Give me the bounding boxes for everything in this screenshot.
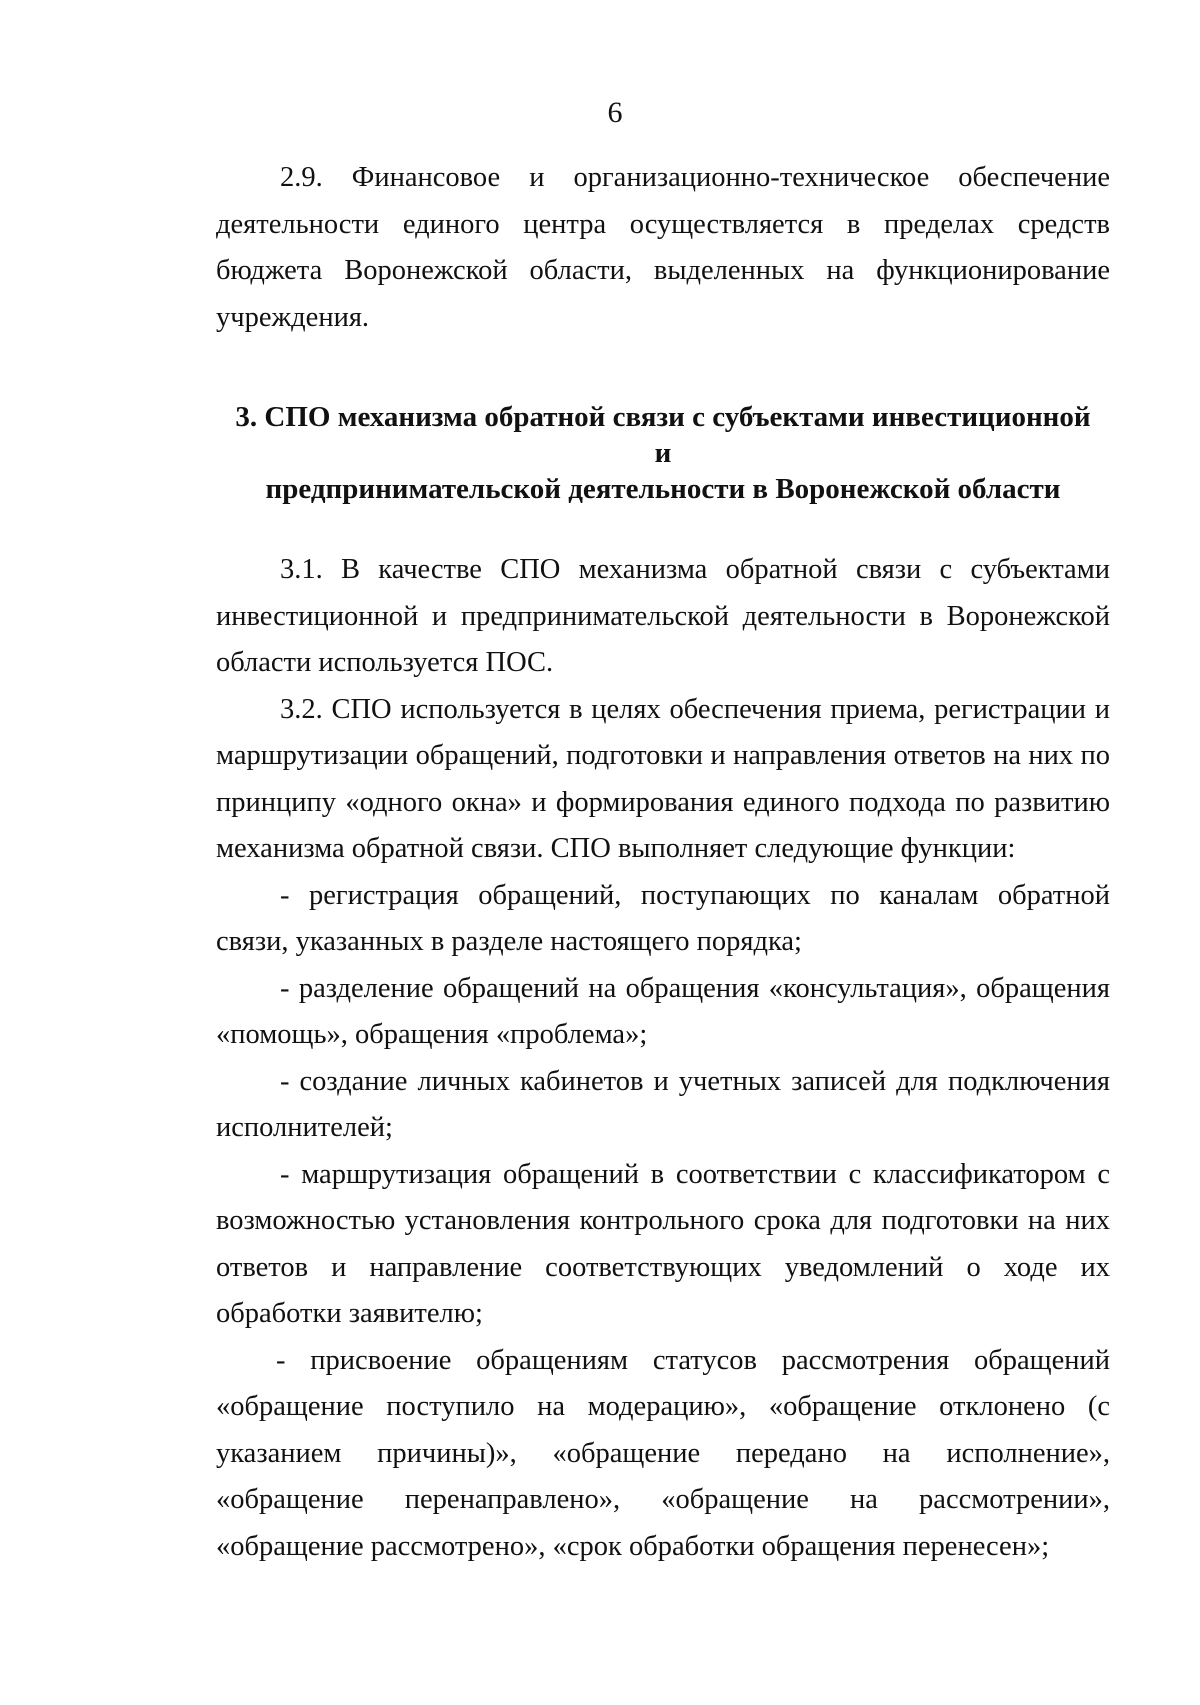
function-item-statuses: - присвоение обращениям статусов рассмотрения обращений «обращение поступило на модерацию», «обращение отклонено (с указанием причины)», «обращение передано на исполнение», «обращение перенаправлено», «обращение на рассмотрении», «обращение рассмотрено», «срок обработки обращения перенесен»; bbox=[216, 1344, 1110, 1562]
section-3-heading-line-1: 3. СПО механизма обратной связи с субъектами инвестиционной и bbox=[235, 401, 1091, 469]
function-item-routing: - маршрутизация обращений в соответствии с классификатором с возможностью установления контрольного срока для подготовки на них ответов и направление соответствующих уведомлений о ходе их обработки заявителю; bbox=[216, 1158, 1110, 1329]
section-3-heading bbox=[216, 399, 1110, 507]
function-item-accounts: - создание личных кабинетов и учетных записей для подключения исполнителей; bbox=[216, 1065, 1110, 1143]
paragraph-3-2: 3.2. СПО используется в целях обеспечения приема, регистрации и маршрутизации обращений, подготовки и направления ответов на них по принципу «одного окна» и формирования единого подхода по развитию механизма обратной связи. СПО выполняет следующие функции: bbox=[216, 693, 1110, 864]
paragraph-2-9: 2.9. Финансовое и организационно-техническое обеспечение деятельности единого центра осуществляется в пределах средств бюджета Воронежской области, выделенных на функционирование учреждения. bbox=[216, 162, 1110, 333]
function-item-classification: - разделение обращений на обращения «консультация», обращения «помощь», обращения «проблема»; bbox=[216, 972, 1110, 1050]
paragraph-3-1: 3.1. В качестве СПО механизма обратной связи с субъектами инвестиционной и предпринимательской деятельности в Воронежской области используется ПОС. bbox=[216, 554, 1110, 678]
document-body bbox=[216, 155, 1110, 1570]
page-number: 6 bbox=[607, 96, 623, 129]
function-item-registration: - регистрация обращений, поступающих по каналам обратной связи, указанных в разделе настоящего порядка; bbox=[216, 879, 1110, 957]
section-3-heading-line-2: предпринимательской деятельности в Воронежской области bbox=[265, 473, 1061, 505]
